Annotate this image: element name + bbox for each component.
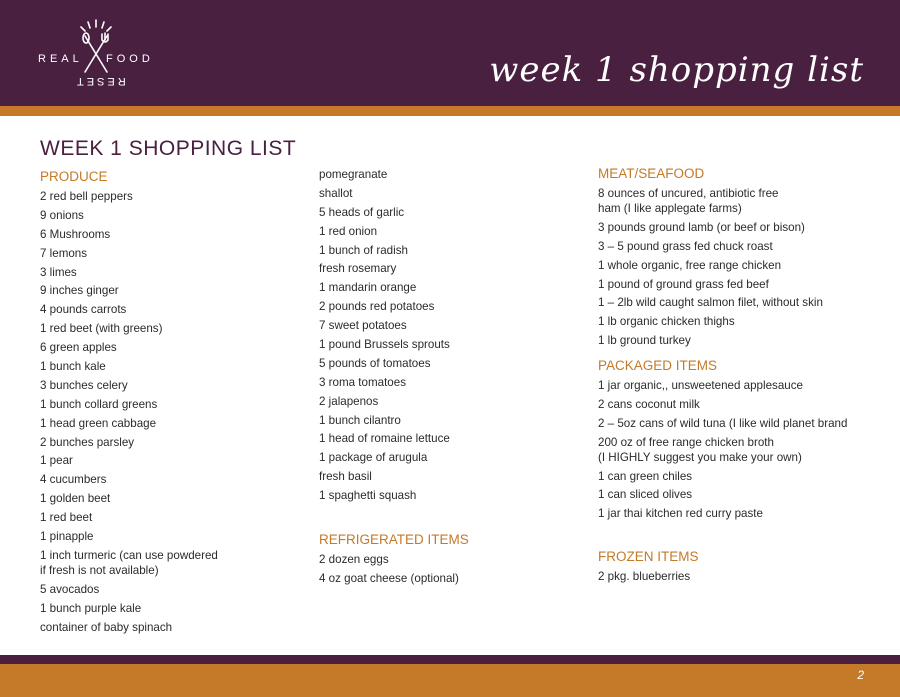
list-item: 6 green apples <box>40 341 117 355</box>
list-item: fresh basil <box>319 470 372 484</box>
list-item: 3 limes <box>40 265 77 279</box>
meat-seafood-heading: MEAT/SEAFOOD <box>598 166 705 181</box>
list-item: 1 can green chiles <box>598 469 693 483</box>
list-item: 4 oz goat cheese (optional) <box>319 571 459 585</box>
list-item: 2 dozen eggs <box>319 553 389 566</box>
produce-heading: PRODUCE <box>40 169 108 184</box>
list-item: 2 bunches parsley <box>40 435 135 449</box>
list-item: 8 ounces of uncured, antibiotic free ham (I like applegate farms) <box>598 187 779 215</box>
list-item: 1 – 2lb wild caught salmon filet, without skin <box>598 296 823 310</box>
frozen-list <box>598 569 690 588</box>
meat-seafood-list <box>598 186 823 352</box>
list-item: 1 pear <box>40 454 73 468</box>
list-item: 1 whole organic, free range chicken <box>598 258 782 272</box>
list-item: 5 avocados <box>40 582 100 596</box>
list-item: 200 oz of free range chicken broth (I HIGHLY suggest you make your own) <box>598 435 802 464</box>
list-item: 1 jar organic,, unsweetened applesauce <box>598 379 803 392</box>
packaged-heading: PACKAGED ITEMS <box>598 358 718 373</box>
list-item: 1 lb ground turkey <box>598 334 691 348</box>
produce-list-col1 <box>40 189 218 638</box>
list-item: container of baby spinach <box>40 620 173 634</box>
list-item: 1 jar thai kitchen red curry paste <box>598 507 763 521</box>
list-item: 3 – 5 pound grass fed chuck roast <box>598 239 773 253</box>
page-title: WEEK 1 SHOPPING LIST <box>40 137 297 160</box>
real-food-reset-logo <box>38 18 154 98</box>
page-number: 2 <box>857 668 864 682</box>
list-item: 3 bunches celery <box>40 378 128 392</box>
header-accent-stripe <box>0 106 900 116</box>
fork-knife-icon <box>78 18 114 78</box>
list-item: 5 heads of garlic <box>319 205 405 219</box>
footer-band <box>0 655 900 697</box>
logo-word-real: REAL <box>38 53 83 65</box>
list-item: 1 mandarin orange <box>319 281 417 295</box>
list-item: 1 bunch purple kale <box>40 601 142 615</box>
list-item: 1 red beet (with greens) <box>40 322 163 336</box>
list-item: fresh rosemary <box>319 262 397 276</box>
list-item: 1 pinapple <box>40 530 94 544</box>
list-item: 2 pounds red potatoes <box>319 300 435 314</box>
packaged-list <box>598 378 847 525</box>
list-item: 4 pounds carrots <box>40 303 127 317</box>
footer-accent-stripe <box>0 655 900 664</box>
logo-word-reset: RESET <box>74 75 126 87</box>
list-item: pomegranate <box>319 168 388 181</box>
list-item: shallot <box>319 186 353 200</box>
list-item: 1 golden beet <box>40 492 111 506</box>
list-item: 2 jalapenos <box>319 394 379 408</box>
header-band <box>0 0 900 106</box>
list-item: 1 red onion <box>319 224 378 238</box>
refrigerated-heading: REFRIGERATED ITEMS <box>319 532 469 547</box>
list-item: 2 – 5oz cans of wild tuna (I like wild planet brand <box>598 416 848 430</box>
list-item: 1 inch turmeric (can use powdered if fresh is not available) <box>40 548 218 577</box>
list-item: 1 pound Brussels sprouts <box>319 338 450 352</box>
list-item: 9 onions <box>40 208 84 222</box>
list-item: 3 roma tomatoes <box>319 375 406 389</box>
list-item: 1 lb organic chicken thighs <box>598 315 735 329</box>
list-item: 7 sweet potatoes <box>319 319 407 333</box>
list-item: 1 bunch collard greens <box>40 397 158 411</box>
list-item: 2 cans coconut milk <box>598 397 700 411</box>
list-item: 6 Mushrooms <box>40 227 111 241</box>
list-item: 1 spaghetti squash <box>319 489 417 503</box>
list-item: 1 package of arugula <box>319 451 428 465</box>
list-item: 1 red beet <box>40 511 93 525</box>
refrigerated-list <box>319 552 459 590</box>
list-item: 1 head green cabbage <box>40 416 157 430</box>
list-item: 3 pounds ground lamb (or beef or bison) <box>598 220 805 234</box>
list-item: 1 head of romaine lettuce <box>319 432 450 446</box>
produce-list-col2 <box>319 167 450 507</box>
list-item: 1 pound of ground grass fed beef <box>598 277 769 291</box>
list-item: 9 inches ginger <box>40 284 119 298</box>
list-item: 7 lemons <box>40 246 88 260</box>
list-item: 1 bunch kale <box>40 360 106 374</box>
list-item: 2 pkg. blueberries <box>598 570 691 583</box>
list-item: 1 bunch of radish <box>319 243 408 257</box>
list-item: 1 can sliced olives <box>598 488 693 502</box>
list-item: 2 red bell peppers <box>40 190 133 203</box>
list-item: 1 bunch cilantro <box>319 413 401 427</box>
list-item: 5 pounds of tomatoes <box>319 356 431 370</box>
list-item: 4 cucumbers <box>40 473 107 487</box>
header-script-title: week 1 shopping list <box>489 50 864 90</box>
frozen-heading: FROZEN ITEMS <box>598 549 699 564</box>
logo-word-food: FOOD <box>106 53 154 65</box>
